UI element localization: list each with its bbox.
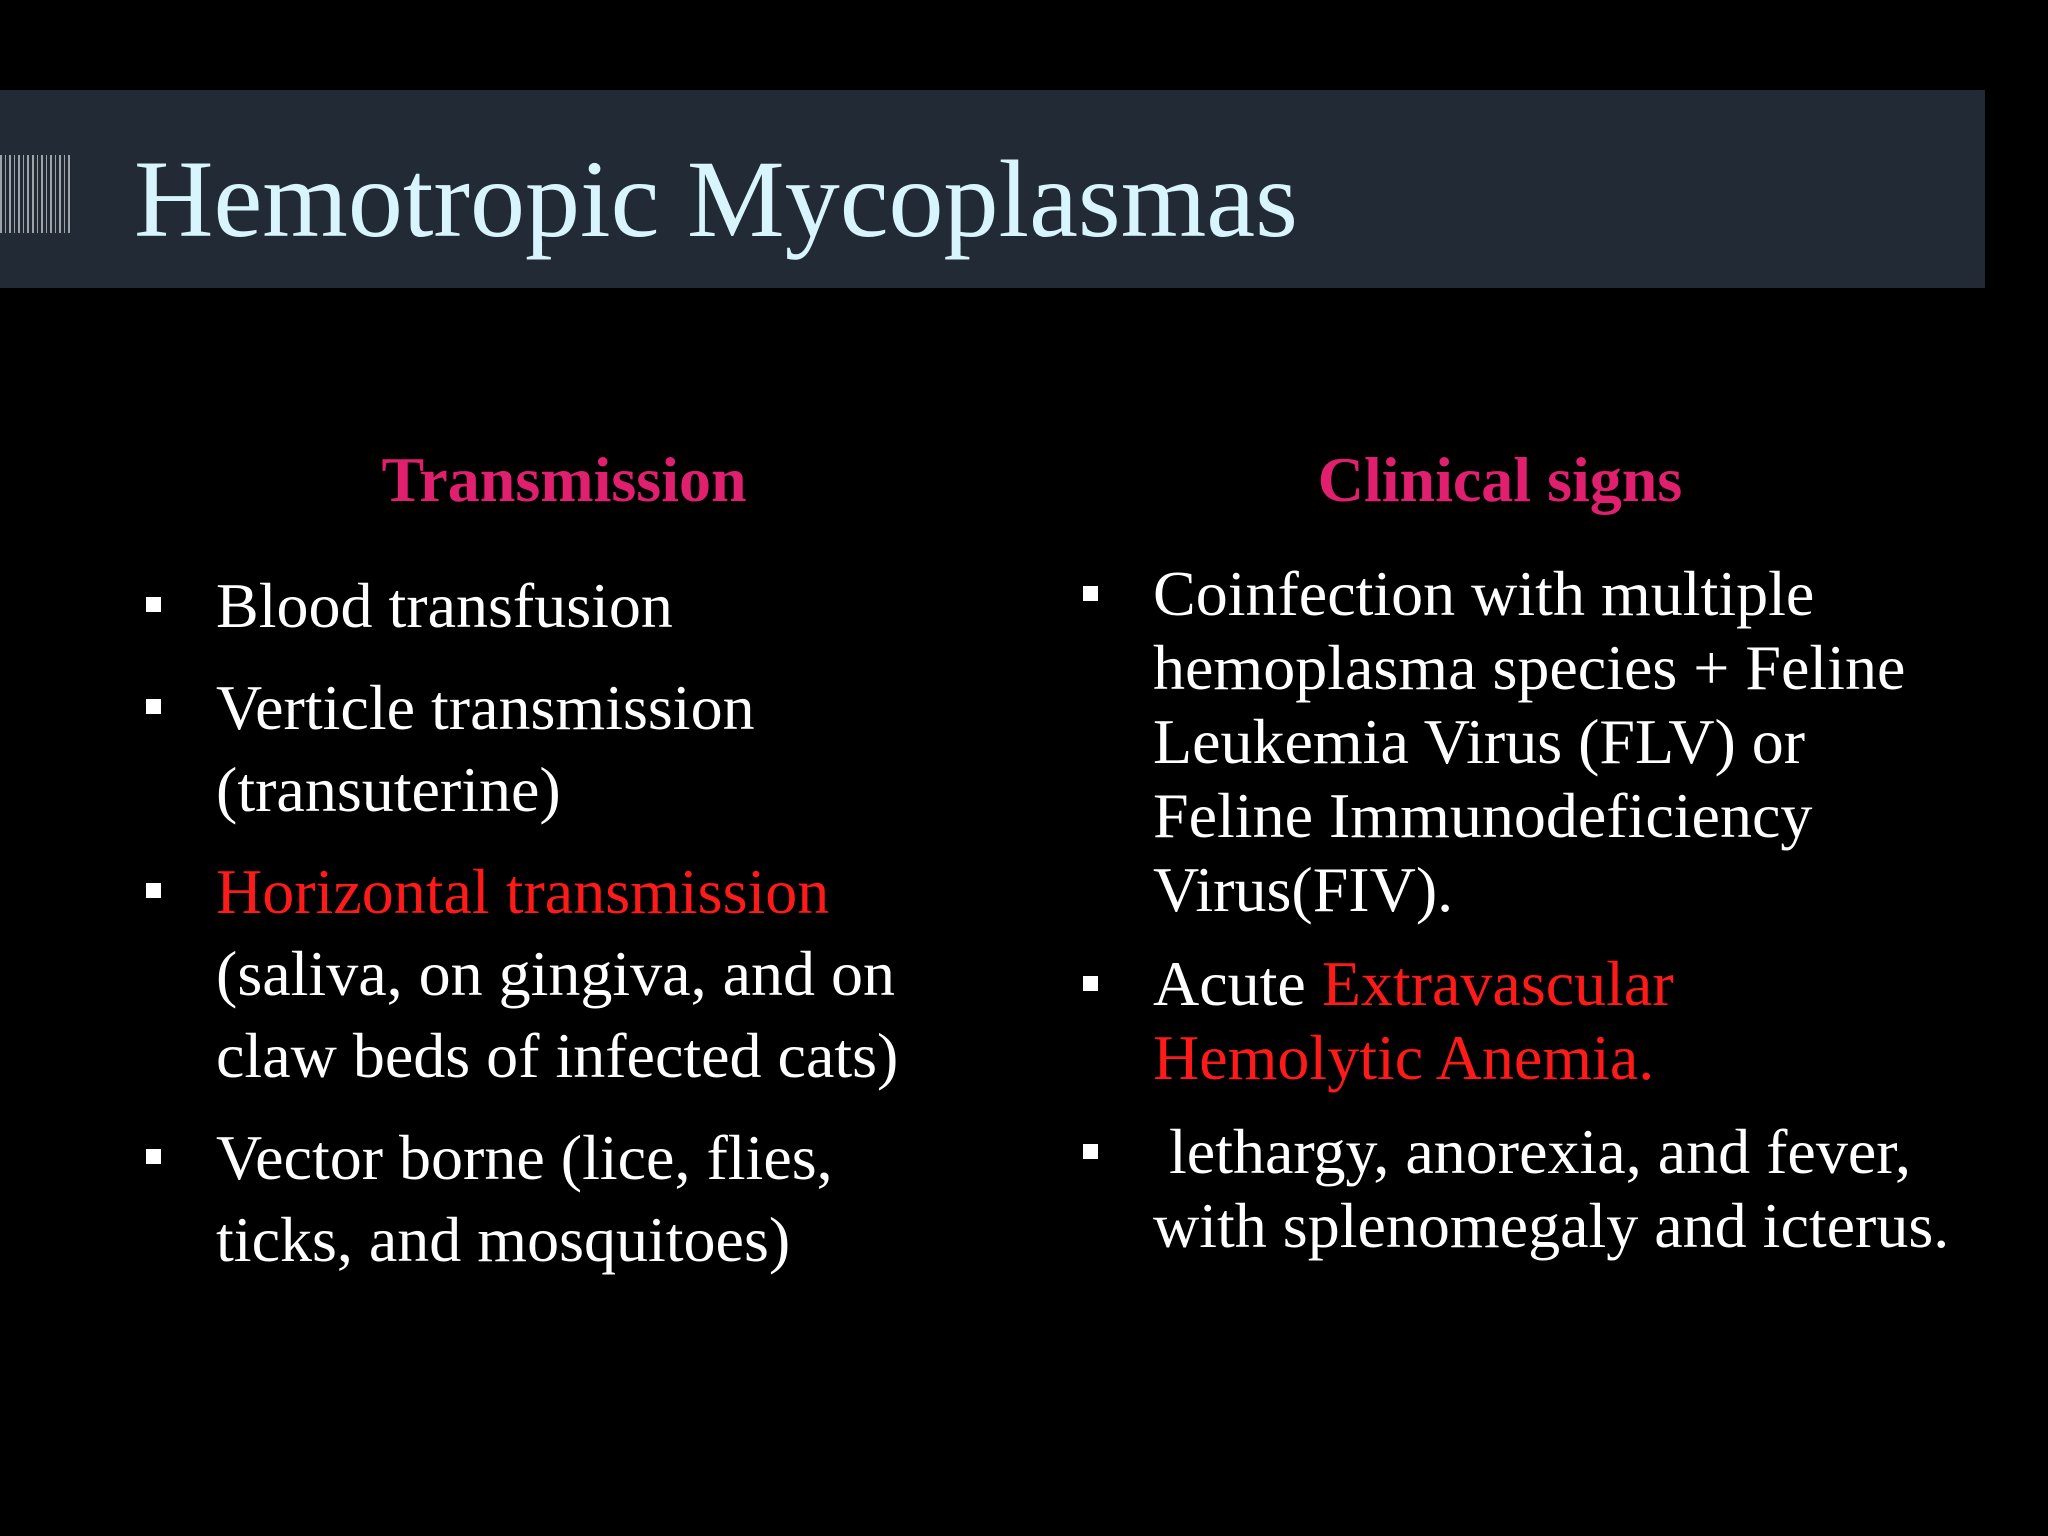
clinical-signs-heading: Clinical signs — [1317, 444, 1683, 515]
list-item — [1077, 947, 1957, 1095]
square-bullet-icon — [146, 597, 161, 612]
highlighted-text: Horizontal transmission — [216, 856, 830, 927]
square-bullet-icon — [146, 1149, 161, 1164]
stripes-decoration-icon — [0, 155, 70, 233]
item-prefix: Acute — [1153, 948, 1322, 1019]
square-bullet-icon — [1083, 586, 1098, 601]
highlighted-text: Extravascular Hemolytic Anemia. — [1153, 948, 1674, 1093]
slide-title: Hemotropic Mycoplasmas — [134, 138, 1298, 260]
square-bullet-icon — [1083, 1144, 1098, 1159]
list-item — [140, 667, 970, 831]
item-text: Verticle transmission (transuterine) — [216, 672, 755, 825]
square-bullet-icon — [1083, 976, 1098, 991]
item-text: lethargy, anorexia, and fever, with splenomegaly and icterus. — [1153, 1116, 1950, 1261]
item-text: Coinfection with multiple hemoplasma species + Feline Leukemia Virus (FLV) or Feline Immunodeficiency Virus(FIV). — [1153, 558, 1906, 925]
list-item — [1077, 1115, 1957, 1263]
transmission-heading: Transmission — [381, 444, 747, 515]
list-item — [1077, 557, 1957, 927]
list-item — [140, 851, 970, 1097]
list-item — [140, 565, 970, 647]
square-bullet-icon — [146, 699, 161, 714]
transmission-list — [140, 565, 970, 1301]
item-text: Blood transfusion — [216, 570, 673, 641]
square-bullet-icon — [146, 883, 161, 898]
item-text: (saliva, on gingiva, and on claw beds of infected cats) — [216, 938, 899, 1091]
clinical-signs-list — [1077, 557, 1957, 1283]
list-item — [140, 1117, 970, 1281]
item-text: Vector borne (lice, flies, ticks, and mosquitoes) — [216, 1122, 833, 1275]
